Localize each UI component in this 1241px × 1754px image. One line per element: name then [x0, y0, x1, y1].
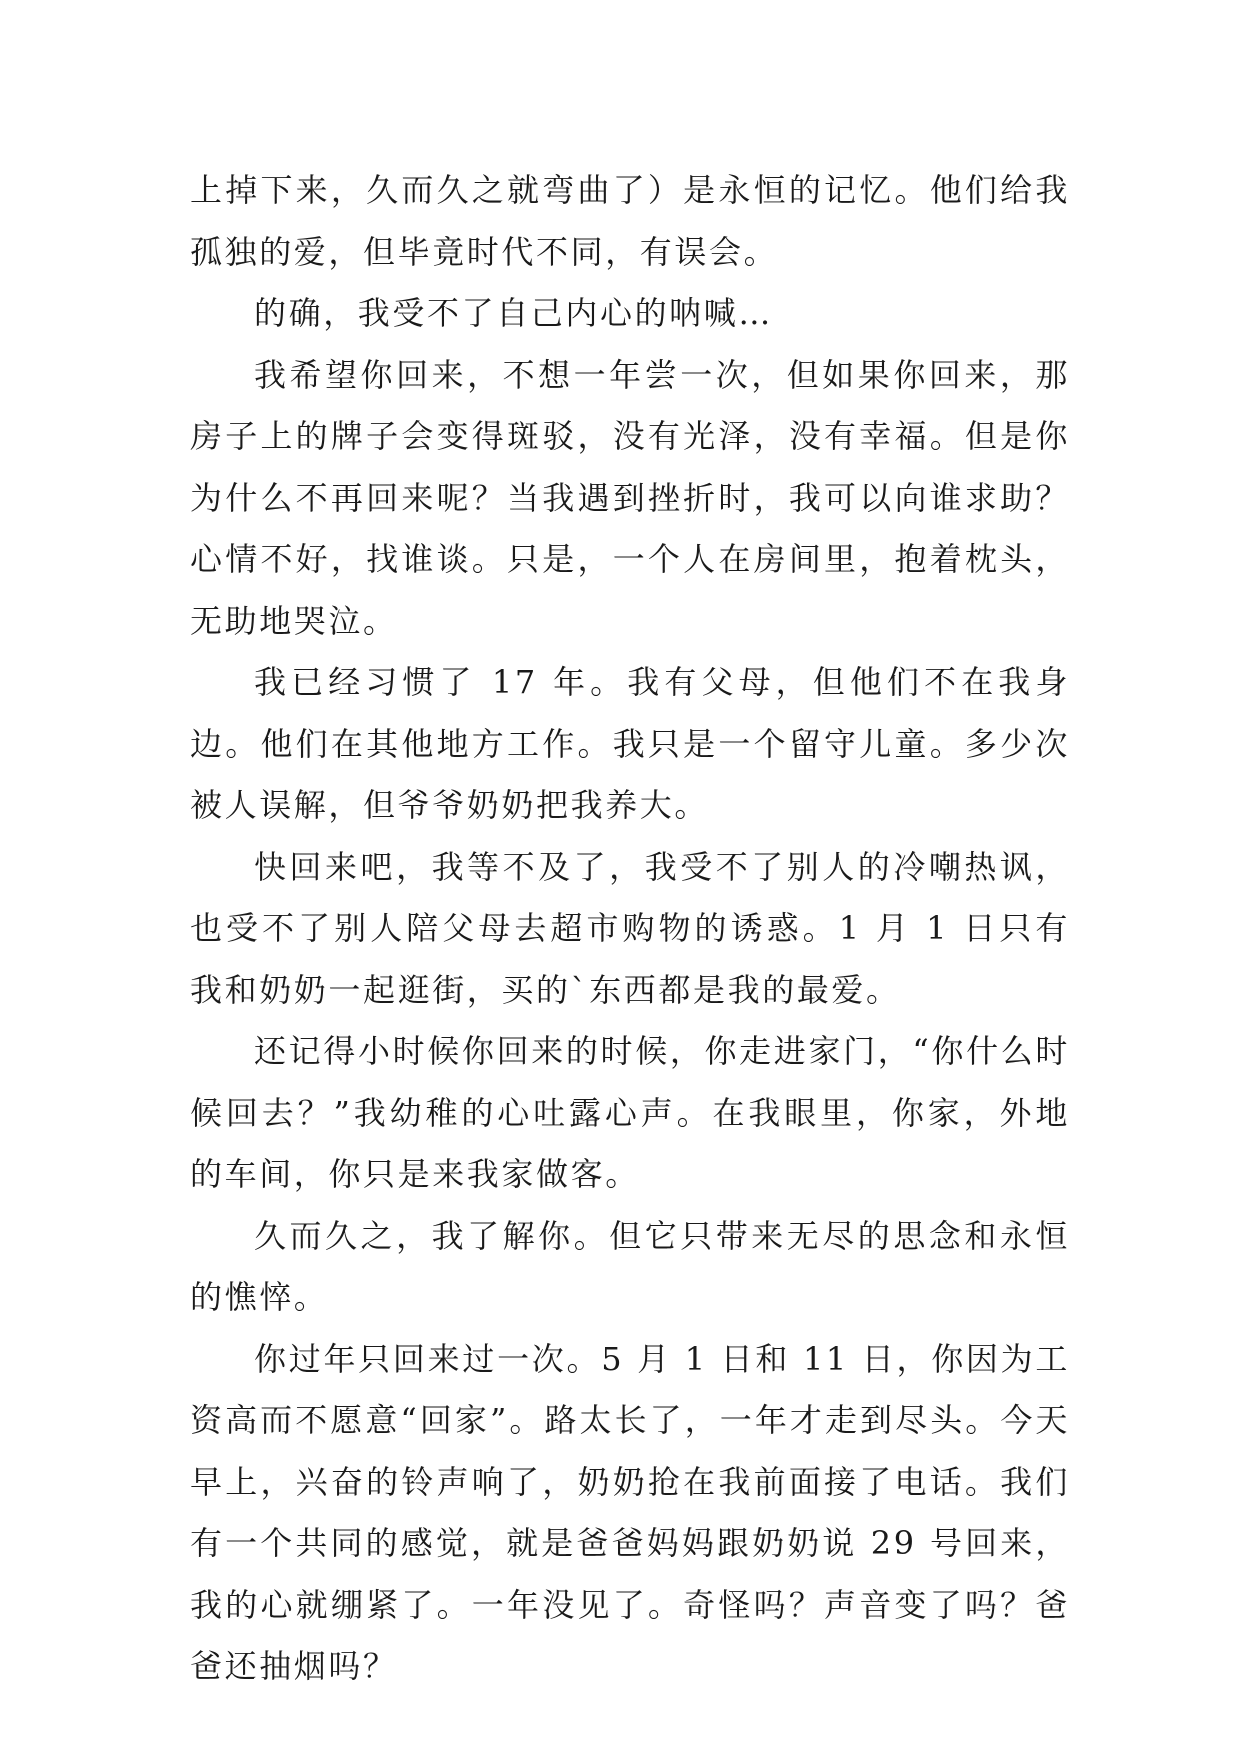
paragraph-3: 我希望你回来，不想一年尝一次，但如果你回来，那房子上的牌子会变得斑驳，没有光泽，没有幸福。但是你为什么不再回来呢？当我遇到挫折时，我可以向谁求助？心情不好，找谁谈。只是，一个人在房间里，抱着枕头，无助地哭泣。 [190, 355, 1070, 640]
paragraph-4: 我已经习惯了 17 年。我有父母，但他们不在我身边。他们在其他地方工作。我只是一个留守儿童。多少次被人误解，但爷爷奶奶把我养大。 [190, 663, 1070, 824]
paragraph-6: 还记得小时候你回来的时候，你走进家门，“你什么时候回去？”我幼稚的心吐露心声。在我眼里，你家，外地的车间，你只是来我家做客。 [190, 1032, 1070, 1193]
paragraph-8: 你过年只回来过一次。5 月 1 日和 11 日，你因为工资高而不愿意“回家”。路太长了，一年才走到尽头。今天早上，兴奋的铃声响了，奶奶抢在我前面接了电话。我们有一个共同的感觉，就是爸爸妈妈跟奶奶说 29 号回来，我的心就绷紧了。一年没见了。奇怪吗？声音变了吗？爸爸还抽烟吗？ [190, 1339, 1070, 1685]
paragraph-1: 上掉下来，久而久之就弯曲了）是永恒的记忆。他们给我孤独的爱，但毕竟时代不同，有误会。 [190, 171, 1070, 271]
paragraph-7: 久而久之，我了解你。但它只带来无尽的思念和永恒的憔悴。 [190, 1216, 1070, 1316]
document-body [190, 160, 1070, 1698]
paragraph-5: 快回来吧，我等不及了，我受不了别人的冷嘲热讽，也受不了别人陪父母去超市购物的诱惑。1 月 1 日只有我和奶奶一起逛街，买的`东西都是我的最爱。 [190, 847, 1070, 1009]
paragraph-2: 的确，我受不了自己内心的呐喊… [254, 294, 774, 332]
